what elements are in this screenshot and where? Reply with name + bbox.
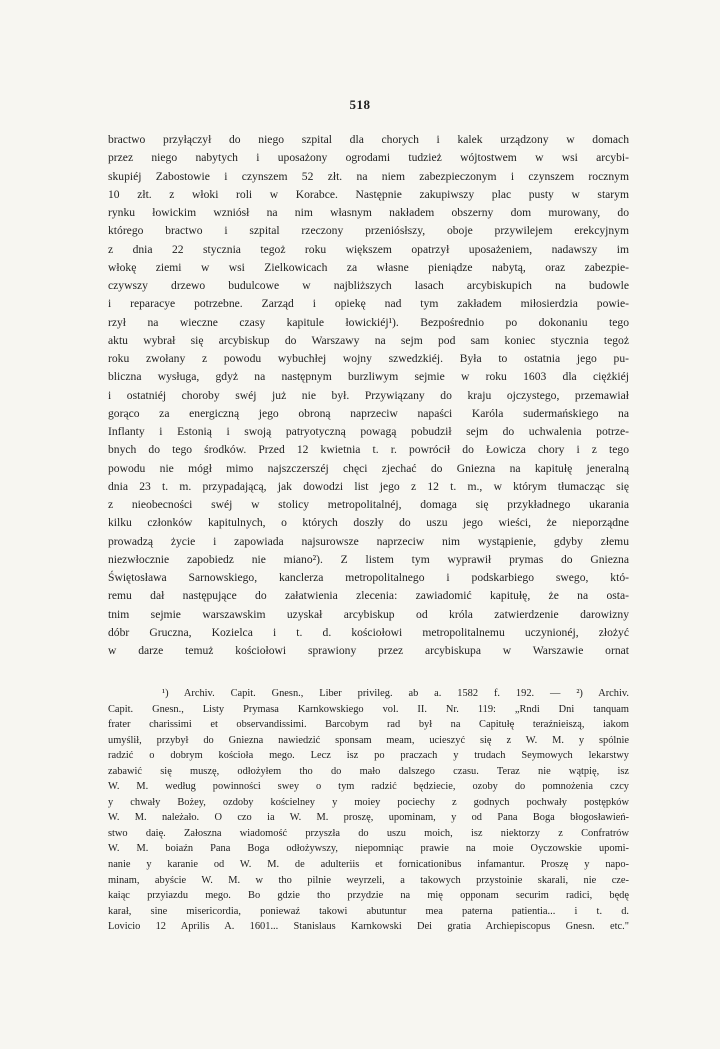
text-line: gorąco za energiczną jego obroną naprzeciw napaści Karóla sudermańskiego na: [108, 406, 629, 420]
text-line: z dnia 22 stycznia tegoż roku większem opatrzył uposażeniem, nadawszy im: [108, 242, 629, 256]
footnote-line: y chwały Bożey, ozdoby kościelney y moiey pociechy z godnych pochwały postępków: [108, 796, 629, 808]
text-line: bractwo przyłączył do niego szpital dla chorych i kalek urządzony w domach: [108, 133, 629, 146]
text-line: bnych do tego środków. Przed 12 kwietnia t. r. powrócił do Łowicza chory i z tego: [108, 443, 629, 457]
text-line: powodu nie mógł mimo najszczerszéj chęci zjechać do Gniezna na kapitułę jeneralną: [108, 461, 629, 475]
footnote-line: nanie y karanie od W. M. de adulteriis et fornicationibus infamantur. Proszę y napo-: [108, 859, 629, 871]
text-line: przez niego nabytych i uposażony ogrodami tudzież wójtostwem w wsi arcybi-: [108, 151, 629, 165]
footnote-line: karał, sine misericordia, poniewaź takowi abutuntur mea paterna patientia... i t. d.: [108, 905, 629, 917]
text-line: 10 złt. z włoki roli w Korabce. Następnie zakupiwszy plac pusty w starym: [108, 187, 629, 201]
footnote-line: ¹) Archiv. Capit. Gnesn., Liber privileg. ab a. 1582 f. 192. — ²) Archiv.: [162, 688, 629, 699]
footnote-line: umyślił, przybył do Gniezna nawiedzić sponsam meam, ucieszyć się z W. M. y spólnie: [108, 734, 629, 746]
text-line: aktu wybrał się arcybiskup do Warszawy na sejm pod sam koniec stycznia tegoż: [108, 333, 629, 347]
text-line: i ostatniéj choroby swéj już nie był. Przywiązany do kraju ojczystego, przemawiał: [108, 388, 629, 402]
main-text: [108, 131, 629, 660]
text-line: włokę ziemi w wsi Zielkowicach za własne pieniądze nabytą, oraz zabezpie-: [108, 260, 629, 274]
footnote-line: stwo daię. Załoszna wiadomość przyszła do uszu moich, isz niektorzy z Confratrów: [108, 827, 629, 839]
text-line: tnim sejmie warszawskim uzyskał arcybiskup od króla zatwierdzenie darowizny: [108, 607, 629, 621]
footnote-line: frater charissimi et observandissimi. Barcobym rad był na Capitułę teraźnieiszą, iakom: [108, 719, 629, 731]
page-number: 518: [349, 97, 371, 112]
text-line: remu dał następujące do załatwienia zlecenia: zawiadomić kapitułę, że na osta-: [108, 589, 629, 603]
text-line: prowadzą życie i zapowiada najsurowsze naprzeciw nim wystąpienie, gdyby złemu: [108, 534, 629, 548]
text-line: rynku łowickim wzniósł na nim własnym nakładem obszerny dom murowany, do: [108, 206, 629, 219]
footnote-line: zabawić się muszę, odłożyłem tho do mało dalszego czasu. Teraz nie wątpię, isz: [108, 765, 629, 777]
text-line: w darze temuż kościołowi sprawiony przez arcybiskupa w Warszawie ornat: [108, 644, 629, 657]
text-line: rzył na wieczne czasy kapitule łowickiéj¹). Bezpośrednio po dokonaniu tego: [108, 315, 629, 329]
footnote-line: Lovicio 12 Aprilis A. 1601... Stanislaus Karnkowski Dei gratia Archiepiscopus Gnesn. etc.": [108, 921, 629, 933]
text-line: i reparacye potrzebne. Zarząd i opiekę nad tym zakładem miłosierdzia powie-: [108, 297, 629, 311]
footnote-line: minam, abyście W. M. w tho pilnie weyrzeli, a takowych przystoinie skarali, nie cze-: [108, 874, 629, 886]
text-line: czywszy drzewo budulcowe w najbliższych lasach arcybiskupich na budowle: [108, 279, 629, 292]
footnote-line: kaiąc przyiazdu mego. Bo gdzie tho przydzie na mię opponam securim radici, będę: [108, 890, 629, 902]
text-line: dnia 23 t. m. przypadającą, jak dowodzi list jego z 12 t. m., w którym tłumacząc się: [108, 479, 629, 493]
footnote-line: W. M. według powinności swey o tym radzić będziecie, ozoby do pomnożenia czcy: [108, 781, 629, 793]
text-line: którego bractwo i szpital rzeczony przeniósłszy, oboje przywilejem erekcyjnym: [108, 224, 629, 238]
text-line: kilku członków kapitulnych, o których doszły do uszu jego wieści, że nieporządne: [108, 516, 629, 530]
text-line: niezwłocznie zapobiedz nie miano²). Z listem tym wyprawił prymas do Gniezna: [108, 552, 629, 566]
text-line: skupiéj Zabostowie i czynszem 52 złt. na niem zabezpieczonym i czynszem rocznym: [108, 169, 629, 183]
text-line: z nieobecności swéj w stolicy metropolitalnéj, domaga się przykładnego ukarania: [108, 498, 629, 511]
text-line: bliczna wysługa, gdyż na następnym burzliwym sejmie w roku 1603 dla ciężkiéj: [108, 370, 629, 384]
text-line: dóbr Gruczna, Kozielca i t. d. kościołowi metropolitalnemu uczynionéj, złożyć: [108, 625, 629, 639]
text-line: Świętosława Sarnowskiego, kanclerza metropolitalnego i podskarbiego swego, któ-: [108, 571, 629, 584]
footnotes: [108, 686, 629, 935]
footnote-line: Capit. Gnesn., Listy Prymasa Karnkowskiego vol. II. Nr. 119: „Rndi Dni tanquam: [108, 703, 629, 715]
footnote-line: radzić o dobrym kościoła mego. Lecz isz po praczach y trudach Seymowych lekarstwy: [108, 750, 629, 762]
footnote-line: W. M. należało. O czo ia W. M. proszę, upominam, y od Pana Boga błogosławień-: [108, 812, 629, 824]
text-line: roku zwołany z powodu wybuchłej wojny szwedzkiéj. Była to ostatnia jego pu-: [108, 352, 629, 365]
footnote-line: W. M. boiaźn Pana Boga odłożywszy, niepomniąc prawie na moie Oyczowskie upomi-: [108, 843, 629, 855]
text-line: Inflanty i Estonią i swoją patryotyczną powagą pobudził sejm do uchwalenia potrze-: [108, 425, 629, 438]
